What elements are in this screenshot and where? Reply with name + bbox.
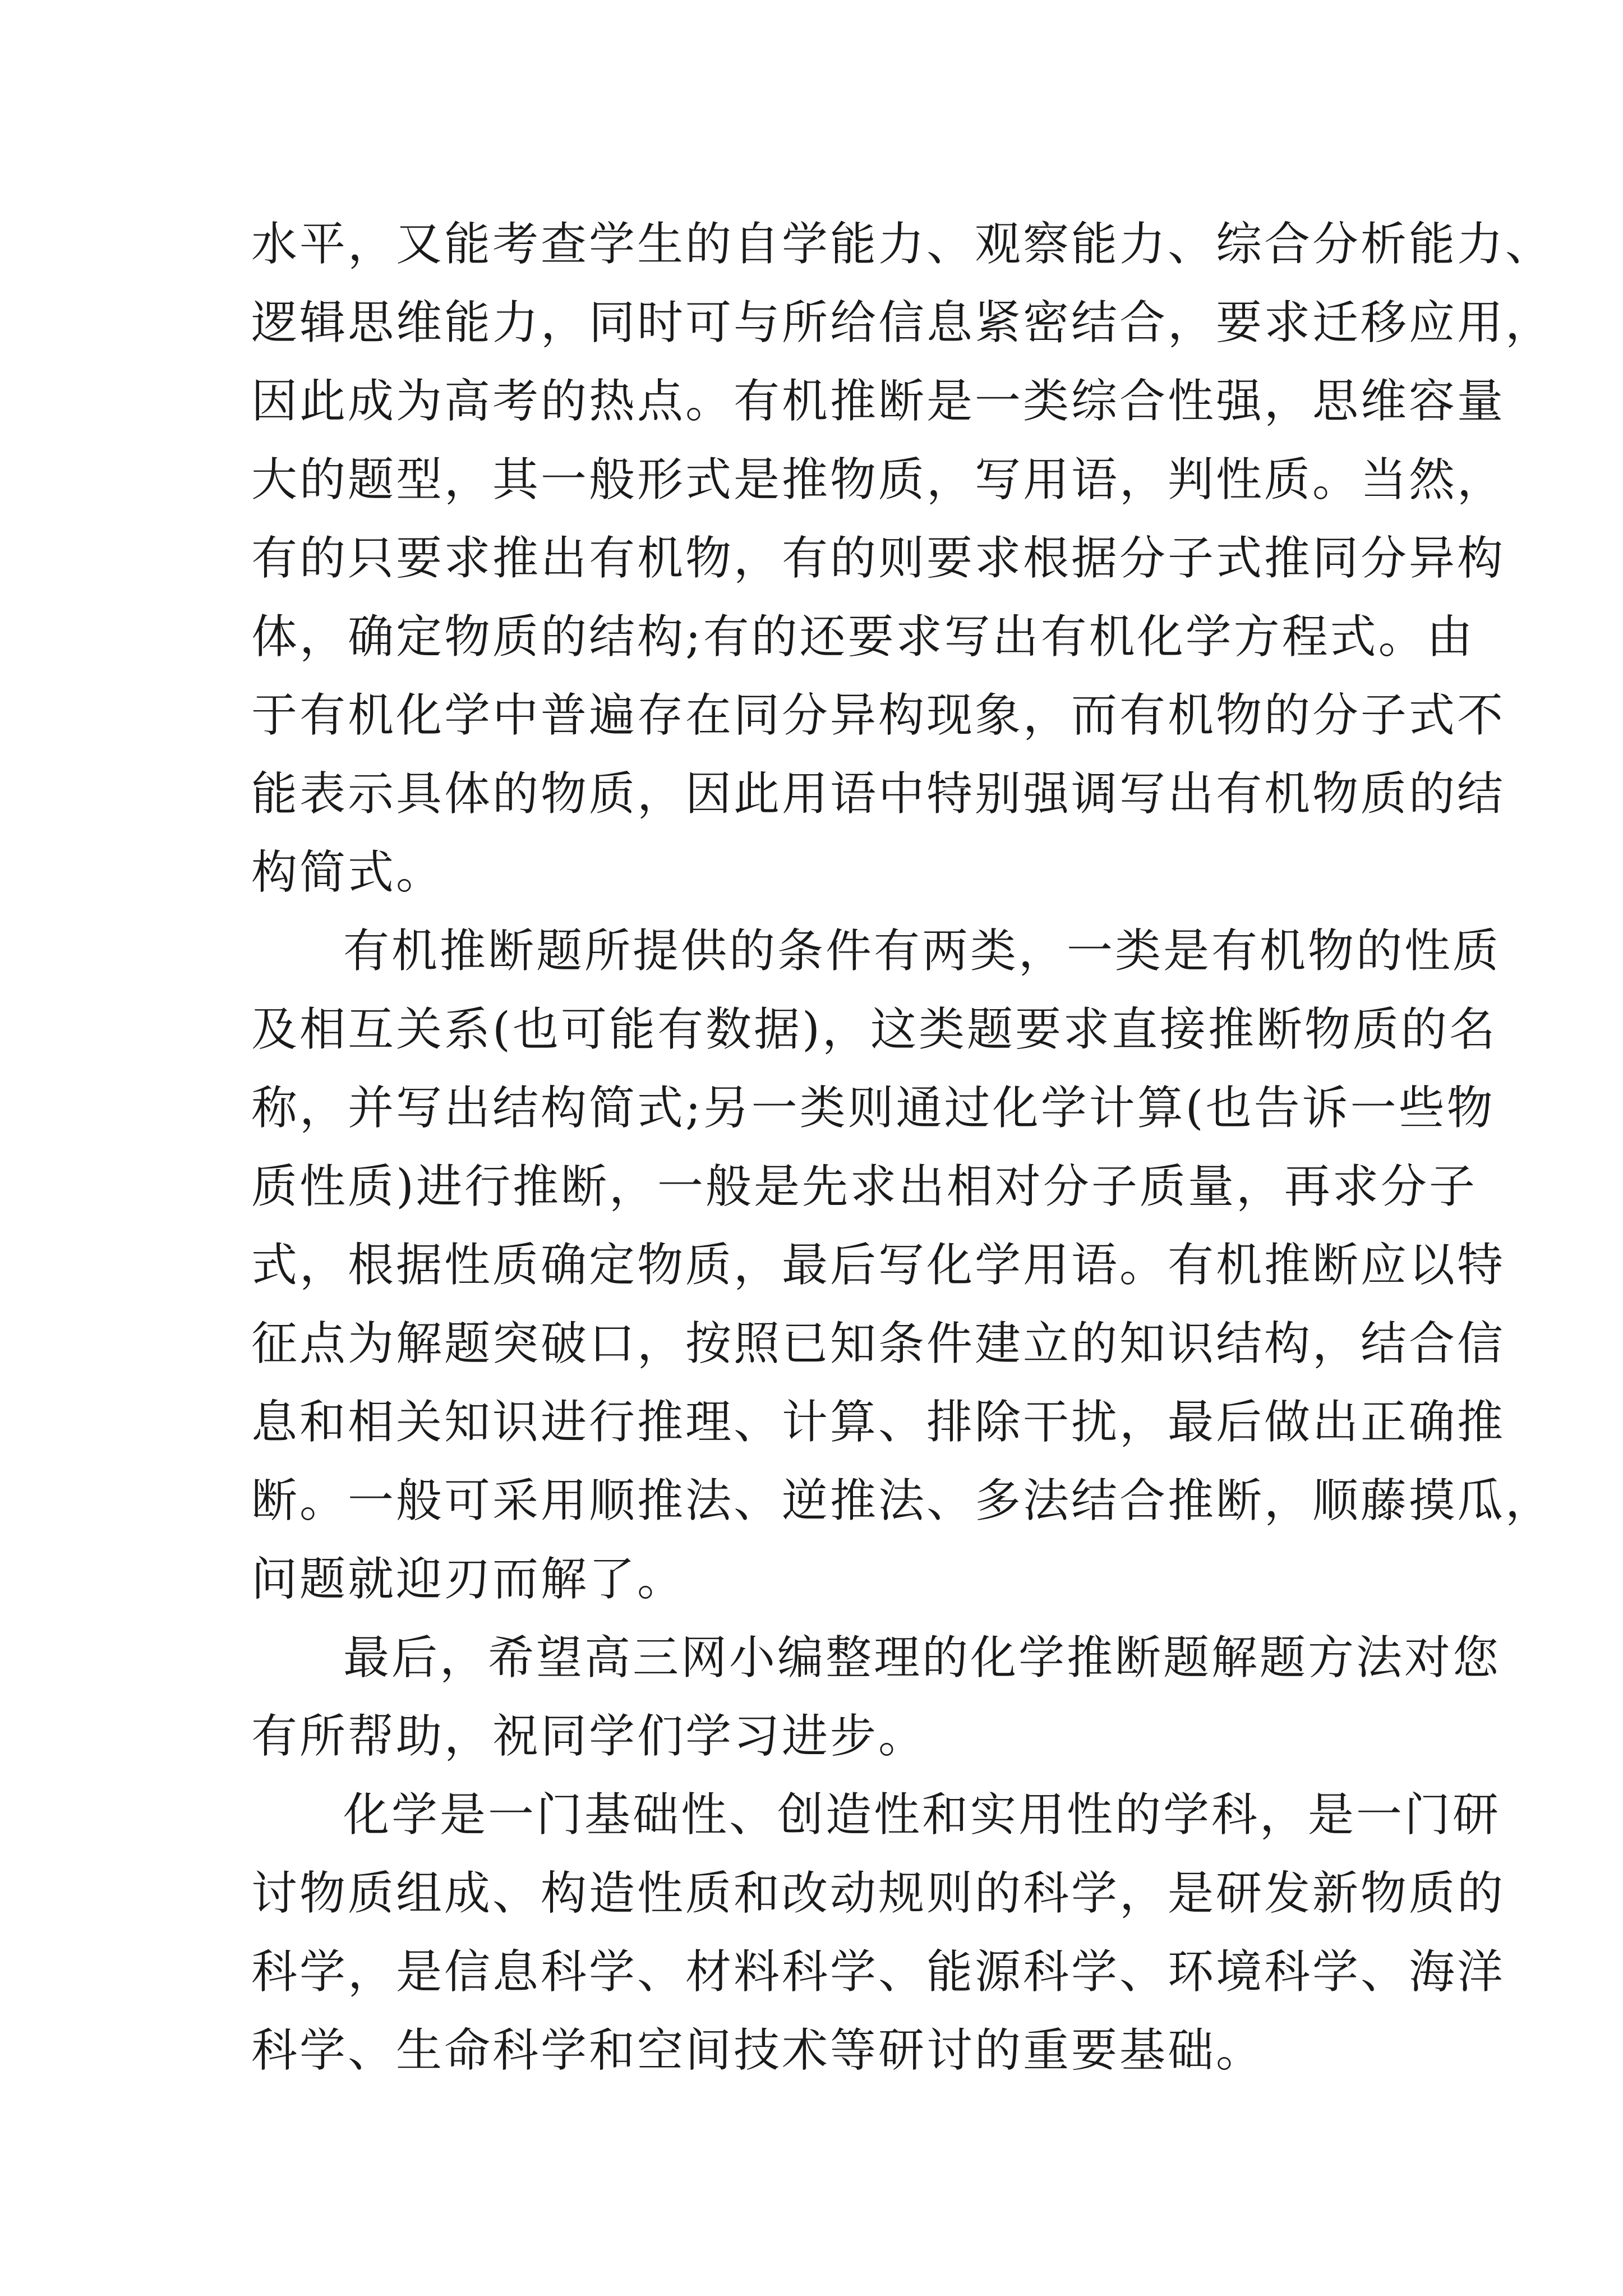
text-line: 有机推断题所提供的条件有两类，一类是有机物的性质 <box>343 924 1501 978</box>
text-line: 讨物质组成、构造性质和改动规则的科学，是研发新物质的 <box>251 1867 1506 1920</box>
text-line: 及相互关系(也可能有数据)，这类题要求直接推断物质的名 <box>251 1003 1497 1056</box>
text-line: 因此成为高考的热点。有机推断是一类综合性强，思维容量 <box>251 375 1506 428</box>
document-body <box>251 205 1554 2090</box>
text-line: 科学，是信息科学、材料科学、能源科学、环境科学、海洋 <box>251 1945 1506 1999</box>
text-line: 征点为解题突破口，按照已知条件建立的知识结构，结合信 <box>251 1317 1506 1370</box>
text-line: 质性质)进行推断，一般是先求出相对分子质量，再求分子 <box>251 1160 1477 1213</box>
paragraph-1 <box>251 205 1554 912</box>
text-line: 有的只要求推出有机物，有的则要求根据分子式推同分异构 <box>251 532 1506 585</box>
paragraph-2 <box>251 912 1554 1619</box>
text-line: 式，根据性质确定物质，最后写化学用语。有机推断应以特 <box>251 1239 1506 1292</box>
text-line: 大的题型，其一般形式是推物质，写用语，判性质。当然， <box>251 453 1506 507</box>
text-line: 科学、生命科学和空间技术等研讨的重要基础。 <box>251 2024 1265 2077</box>
text-line: 构简式。 <box>251 846 445 899</box>
text-line: 断。一般可采用顺推法、逆推法、多法结合推断，顺藤摸瓜， <box>251 1474 1554 1527</box>
text-line: 问题就迎刃而解了。 <box>251 1553 686 1606</box>
paragraph-4 <box>251 1776 1506 2090</box>
text-line: 称，并写出结构简式;另一类则通过化学计算(也告诉一些物 <box>251 1082 1495 1135</box>
text-line: 有所帮助，祝同学们学习进步。 <box>251 1710 927 1763</box>
text-line: 能表示具体的物质，因此用语中特别强调写出有机物质的结 <box>251 767 1506 821</box>
text-line: 逻辑思维能力，同时可与所给信息紧密结合，要求迁移应用， <box>251 296 1554 349</box>
text-line: 最后，希望高三网小编整理的化学推断题解题方法对您 <box>343 1631 1501 1685</box>
text-line: 水平，又能考查学生的自学能力、观察能力、综合分析能力、 <box>251 218 1554 271</box>
text-line: 息和相关知识进行推理、计算、排除干扰，最后做出正确推 <box>251 1396 1506 1449</box>
text-line: 化学是一门基础性、创造性和实用性的学科，是一门研 <box>343 1788 1501 1842</box>
paragraph-3 <box>251 1619 1501 1776</box>
text-line: 体，确定物质的结构;有的还要求写出有机化学方程式。由 <box>251 610 1475 664</box>
text-line: 于有机化学中普遍存在同分异构现象，而有机物的分子式不 <box>251 689 1506 742</box>
